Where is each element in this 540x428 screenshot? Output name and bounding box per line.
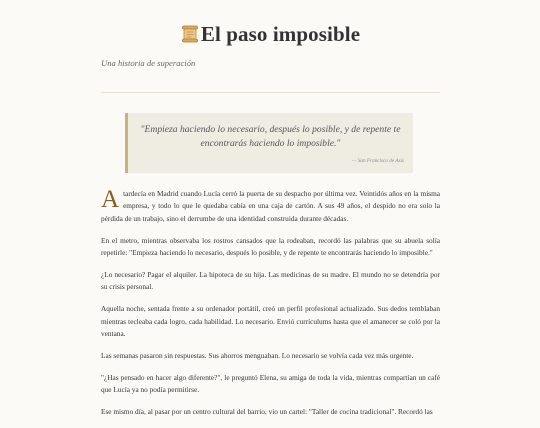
- story-paragraph: Aquella noche, sentada frente a su ordenador portátil, creó un perfil profesional actualizado. Sus dedos temblaban mientras tecleaba cada logro, cada habilidad. Lo necesario. Envió currículums hasta que el amanecer se coló por la ventana.: [101, 304, 440, 339]
- story-paragraph: Las semanas pasaron sin respuestas. Sus ahorros menguaban. Lo necesario se volvía cada vez más urgente.: [101, 351, 414, 361]
- divider: [101, 92, 440, 93]
- epigraph-quote: [125, 113, 413, 173]
- header: [0, 22, 540, 47]
- story-paragraph: [101, 188, 440, 225]
- story-paragraph: En el metro, mientras observaba los rostros cansados que la rodeaban, recordó las palabras que su abuela solía repetirle: "Empieza haciendo lo necesario, después lo posible, y de repente te encontrarás haciendo lo imposible.": [101, 235, 440, 258]
- story-body: [101, 188, 440, 428]
- quote-author: — San Francisco de Asís: [351, 158, 404, 164]
- story-paragraph-text: tardecía en Madrid cuando Lucía cerró la puerta de su despacho por última vez. Veintidós años en la misma empresa, y todo lo que le quedaba cabía en una caja de cartón. A sus 49 años, el despido no era solo la pérdida de un trabajo, sino el derrumbe de una identidad construida durante décadas.: [101, 189, 440, 223]
- story-paragraph: "¿Has pensado en hacer algo diferente?", le preguntó Elena, su amiga de toda la vida, mientras compartían un café que Lucía ya no podía permitirse.: [101, 372, 440, 395]
- page-title-text: El paso imposible: [200, 22, 361, 46]
- story-paragraph: Ese mismo día, al pasar por un centro cultural del barrio, vio un cartel: "Taller de cocina tradicional". Recordó las: [101, 407, 433, 417]
- story-paragraph: ¿Lo necesario? Pagar el alquiler. La hipoteca de su hija. Las medicinas de su madre. El mundo no se detendría por su crisis personal.: [101, 270, 440, 292]
- drop-cap: A: [101, 186, 120, 213]
- page-title: [180, 22, 360, 47]
- subtitle: Una historia de superación: [101, 58, 196, 68]
- scroll-icon: [180, 24, 200, 44]
- quote-text: "Empieza haciendo lo necesario, después lo posible, y de repente te encontrarás haciendo lo imposible.": [140, 124, 401, 149]
